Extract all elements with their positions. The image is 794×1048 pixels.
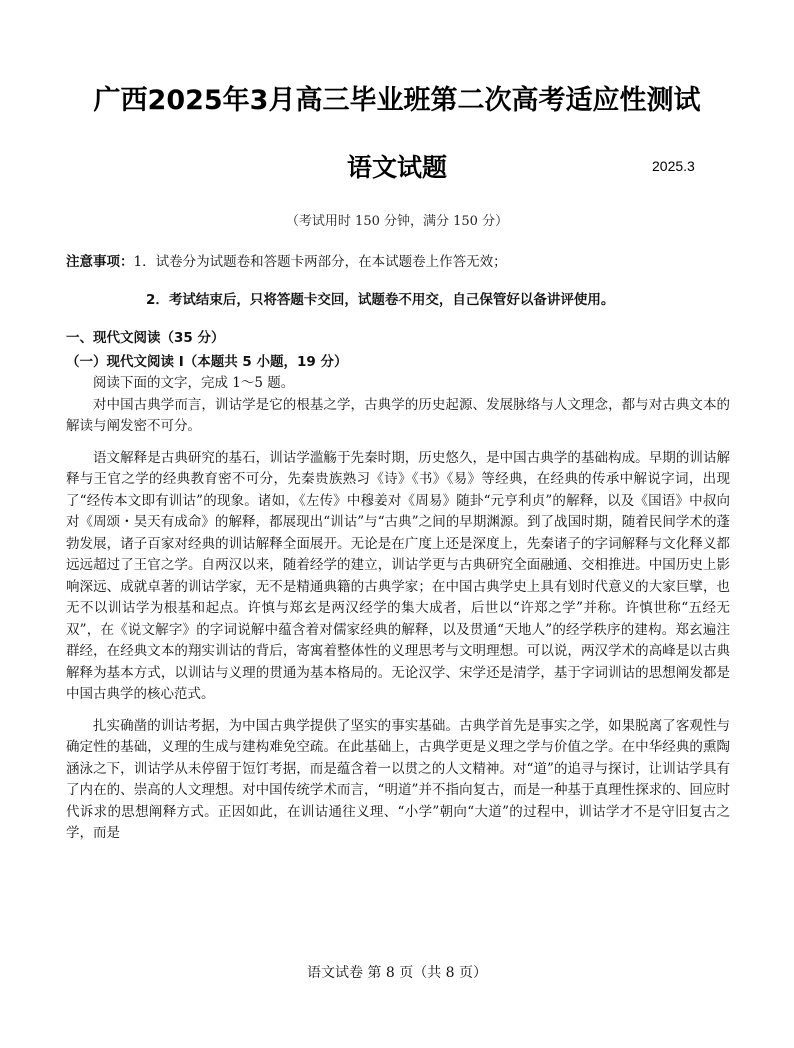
passage-paragraph: 扎实确凿的训诂考据，为中国古典学提供了坚实的事实基础。古典学首先是事实之学，如果脱离了客观性与确定性的基础，义理的生成与建构难免空疏。在此基础上，古典学更是义理之学与价值之学。在中华经典的熏陶涵泳之下，训诂学从未停留于饾饤考据，而是蕴含着一以贯之的人文精神。对“道”的追寻与探讨，让训诂学具有了内在的、崇高的人文理想。对中国传统学术而言，“明道”并不指向复古，而是一种基于真理性探求的、回应时代诉求的思想阐释方式。正因如此，在训诂通往义理、“小学”朝向“大道”的过程中，训诂学才不是守旧复古之学，而是 [66, 717, 730, 841]
subtitle-row [0, 148, 794, 184]
exam-date: 2025.3 [652, 158, 695, 174]
notes-block [66, 250, 726, 308]
passage-instruction: 阅读下面的文字，完成 1～5 题。 [93, 375, 295, 391]
note-item-2: 2．考试结束后，只将答题卡交回，试题卷不用交，自己保管好以备讲评使用。 [146, 292, 615, 308]
exam-title: 广西2025年3月高三毕业班第二次高考适应性测试 [93, 85, 701, 116]
reading-passage [66, 373, 730, 845]
subsection-heading: （一）现代文阅读 I（本题共 5 小题，19 分） [66, 354, 348, 370]
note-line-1 [66, 250, 726, 270]
subject-title: 语文试题 [346, 153, 447, 182]
passage-paragraph: 对中国古典学而言，训诂学是它的根基之学，古典学的历史起源、发展脉络与人文理念，都与对古典文本的解读与阐发密不可分。 [66, 396, 730, 434]
passage-paragraph: 语文解释是古典研究的基石，训诂学滥觞于先秦时期，历史悠久，是中国古典学的基础构成。早期的训诂解释与王官之学的经典教育密不可分，先秦贵族熟习《诗》《书》《易》等经典，在经典的传承中解说字词，出现了“经传本文即有训诂”的现象。诸如，《左传》中穆姜对《周易》随卦“元亨利贞”的解释，以及《国语》中叔向对《周颂・昊天有成命》的解释，都展现出“训诂”与“古典”之间的早期渊源。到了战国时期，随着民间学术的蓬勃发展，诸子百家对经典的训诂解释全面展开。无论是在广度上还是深度上，先秦诸子的字词解释与文化释义都远远超过了王官之学。自两汉以来，随着经学的建立，训诂学更与古典研究全面融通、交相推进。中国历史上影响深远、成就卓著的训诂学家，无不是精通典籍的古典学家；在中国古典学史上具有划时代意义的大家巨擘，也无不以训诂学为根基和起点。许慎与郑玄是两汉经学的集大成者，后世以“许郑之学”并称。许慎世称“五经无双”，在《说文解字》的字词说解中蕴含着对儒家经典的解释，以及贯通“天地人”的经学秩序的建构。郑玄遍注群经，在经典文本的翔实训诂的背后，寄寓着整体性的义理思考与文明理想。可以说，两汉学术的高峰是以古典解释为基本方式，以训诂与义理的贯通为基本格局的。无论汉学、宋学还是清学，基于字词训诂的思想阐发都是中国古典学的核心范式。 [66, 449, 730, 702]
section-heading: 一、现代文阅读（35 分） [66, 330, 225, 346]
note-item-1: 1．试卷分为试题卷和答题卡两部分，在本试题卷上作答无效； [133, 254, 507, 270]
exam-info: （考试用时 150 分钟，满分 150 分） [285, 214, 509, 229]
notes-label: 注意事项： [66, 254, 134, 270]
page-footer: 语文试卷 第 8 页（共 8 页） [306, 965, 488, 981]
